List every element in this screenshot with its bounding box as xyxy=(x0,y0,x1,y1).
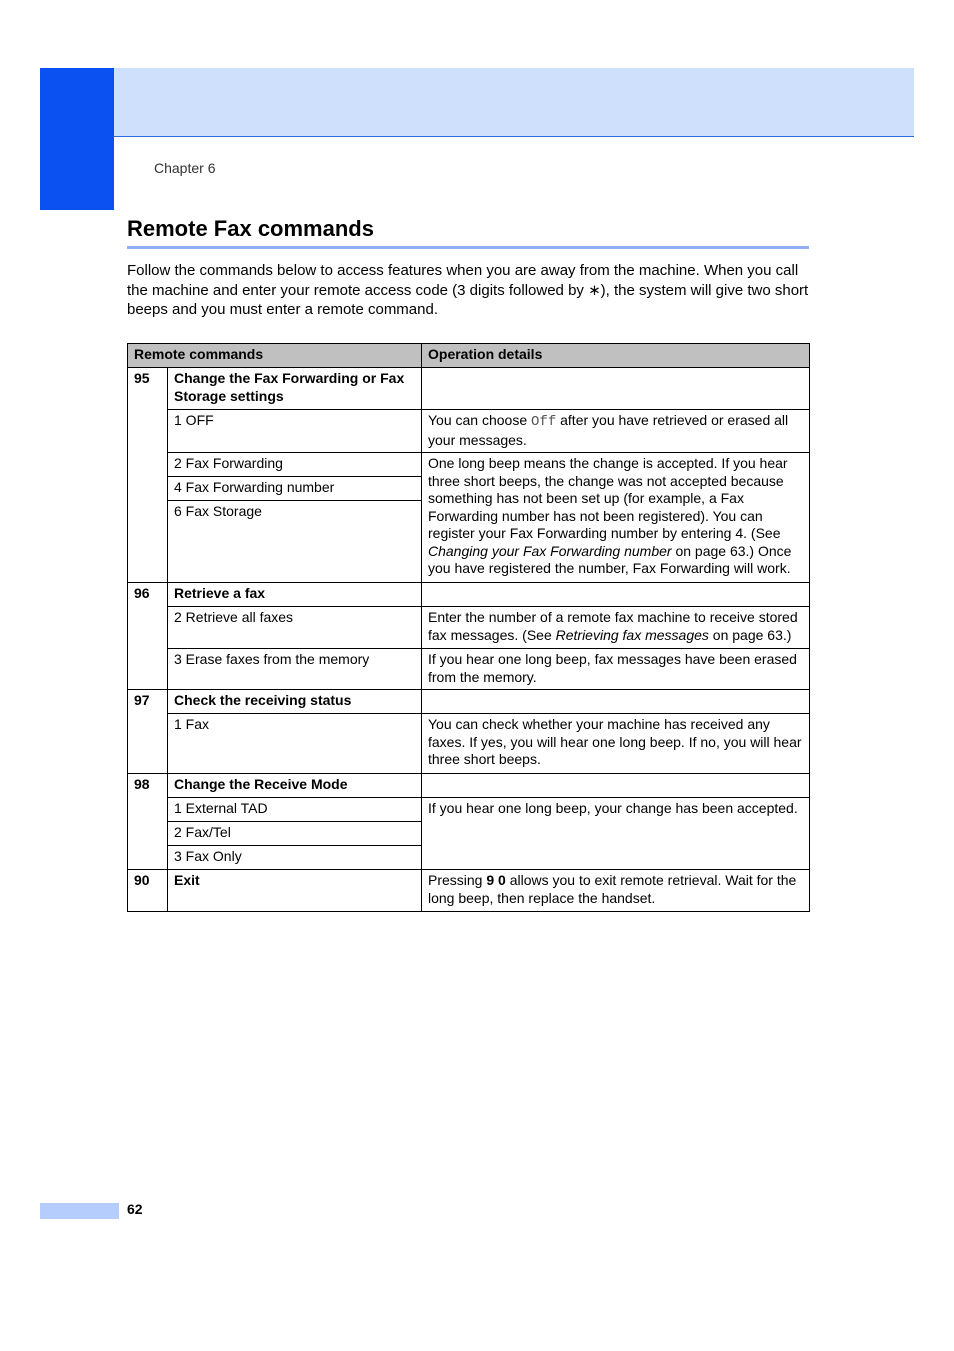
cross-reference: Retrieving fax messages xyxy=(555,626,709,643)
chapter-label: Chapter 6 xyxy=(154,160,216,176)
operation-detail: If you hear one long beep, fax messages have been erased from the memory. xyxy=(422,649,810,690)
command-code: 90 xyxy=(128,870,168,912)
command-code: 96 xyxy=(128,583,168,690)
command-code: 98 xyxy=(128,774,168,870)
table-header-row xyxy=(128,344,810,368)
table-row xyxy=(128,607,810,649)
command-title: Change the Fax Forwarding or Fax Storage settings xyxy=(168,368,422,410)
command-title: Exit xyxy=(168,870,422,912)
command-code: 97 xyxy=(128,690,168,774)
header-operation-details: Operation details xyxy=(422,344,810,368)
table-row xyxy=(128,774,810,798)
operation-detail: Pressing 9 0 allows you to exit remote retrieval. Wait for the long beep, then replace the handset. xyxy=(422,870,810,912)
operation-detail: Enter the number of a remote fax machine to receive stored fax messages. (See Retrieving fax messages on page 63.) xyxy=(422,607,810,649)
header-band xyxy=(40,68,914,137)
command-title: Retrieve a fax xyxy=(168,583,422,607)
inline-code: Off xyxy=(531,414,557,430)
command-title: Change the Receive Mode xyxy=(168,774,422,798)
operation-detail: You can check whether your machine has received any faxes. If yes, you will hear one long beep. If no, you will hear three short beeps. xyxy=(422,714,810,774)
page-title: Remote Fax commands xyxy=(127,216,374,241)
command-item: 1 Fax xyxy=(168,714,422,774)
command-item: 1 External TAD xyxy=(168,798,422,822)
table-row xyxy=(128,649,810,690)
table-row xyxy=(128,870,810,912)
table-row xyxy=(128,798,810,822)
operation-detail-empty xyxy=(422,690,810,714)
key-sequence: 9 0 xyxy=(486,872,506,888)
operation-detail-empty xyxy=(422,774,810,798)
command-item: 4 Fax Forwarding number xyxy=(168,477,422,501)
command-code: 95 xyxy=(128,368,168,583)
command-item: 2 Fax/Tel xyxy=(168,822,422,846)
command-item: 2 Fax Forwarding xyxy=(168,453,422,477)
command-item: 1 OFF xyxy=(168,410,422,453)
command-item: 6 Fax Storage xyxy=(168,501,422,583)
operation-detail: You can choose Off after you have retrieved or erased all your messages. xyxy=(422,410,810,453)
table-row xyxy=(128,690,810,714)
table-row xyxy=(128,368,810,410)
chapter-tab xyxy=(40,68,114,210)
command-title: Check the receiving status xyxy=(168,690,422,714)
table-row xyxy=(128,410,810,453)
header-remote-commands: Remote commands xyxy=(128,344,422,368)
table-row xyxy=(128,453,810,477)
remote-commands-table xyxy=(127,343,810,912)
intro-paragraph: Follow the commands below to access features when you are away from the machine. When you call the machine and enter your remote access code (3 digits followed by ∗), the system will give two short beeps and you must enter a remote command. xyxy=(127,262,809,319)
footer-bar xyxy=(40,1203,119,1219)
command-item: 3 Fax Only xyxy=(168,846,422,870)
operation-detail-empty xyxy=(422,368,810,410)
table-row xyxy=(128,714,810,774)
command-item: 2 Retrieve all faxes xyxy=(168,607,422,649)
command-item: 3 Erase faxes from the memory xyxy=(168,649,422,690)
operation-detail-empty xyxy=(422,583,810,607)
operation-detail: If you hear one long beep, your change has been accepted. xyxy=(422,798,810,870)
table-row xyxy=(128,583,810,607)
operation-detail: One long beep means the change is accepted. If you hear three short beeps, the change was not accepted because something has not been set up (for example, a Fax Forwarding number has not been registered). You can register your Fax Forwarding number by entering 4. (See Changing your Fax Forwarding number on page 63.) Once you have registered the number, Fax Forwarding will work. xyxy=(422,453,810,583)
page-number: 62 xyxy=(127,1201,143,1217)
cross-reference: Changing your Fax Forwarding number xyxy=(428,542,672,559)
title-rule xyxy=(127,246,809,249)
